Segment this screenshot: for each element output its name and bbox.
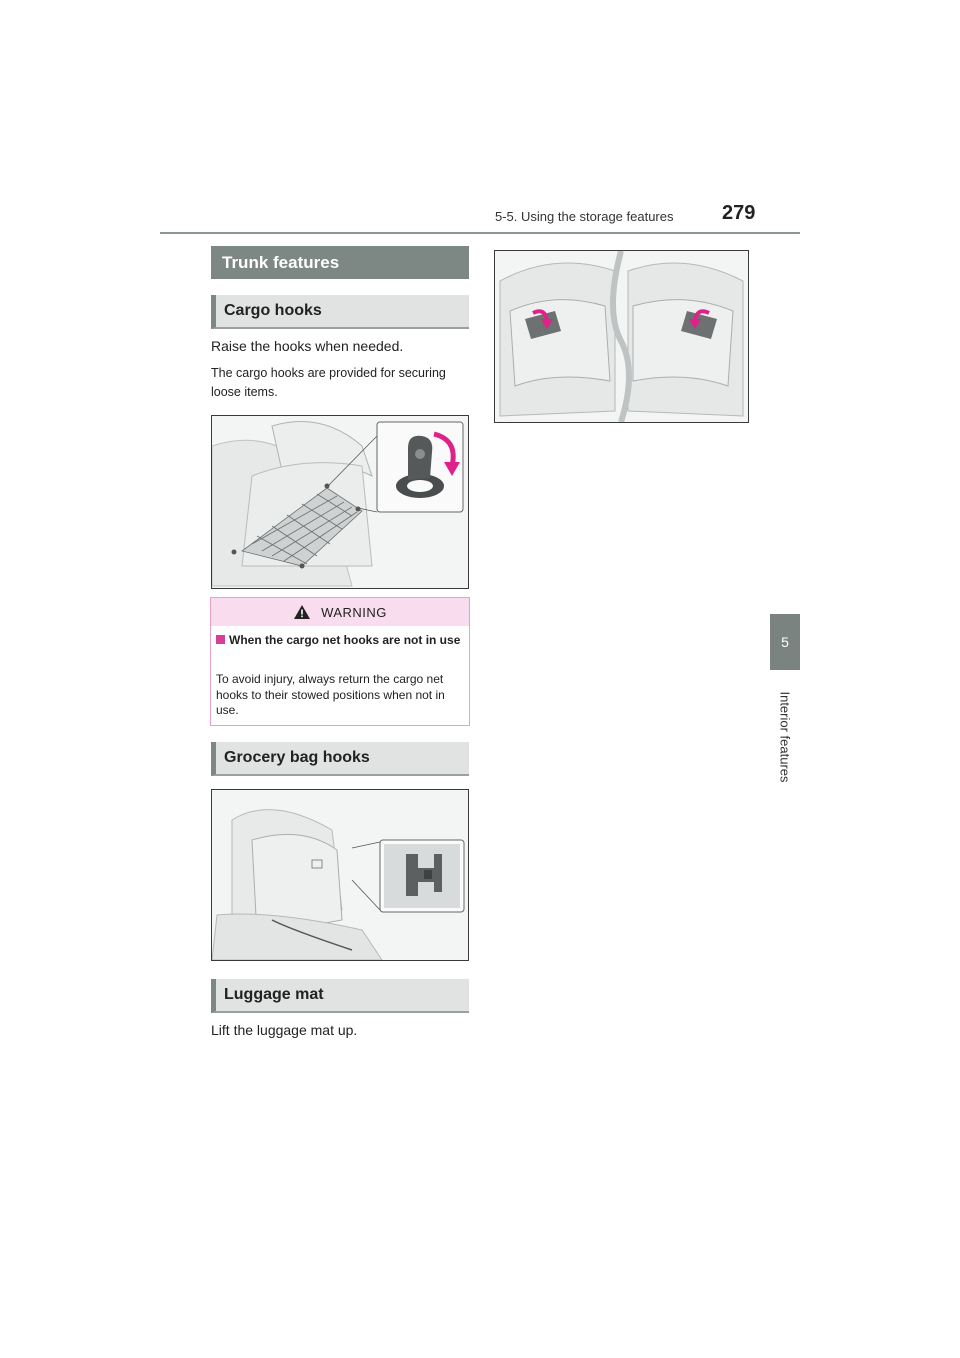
header-divider <box>160 232 800 234</box>
chapter-title-text: Interior features <box>777 691 793 783</box>
header-section-title: 5-5. Using the storage features <box>495 209 674 224</box>
cargo-hooks-note: The cargo hooks are provided for securing loose items. <box>211 366 446 399</box>
cargo-hooks-instruction: Raise the hooks when needed. <box>211 338 404 354</box>
chapter-title-vertical <box>770 682 800 792</box>
square-bullet-icon <box>216 635 225 644</box>
luggage-mat-heading: Luggage mat <box>211 979 469 1013</box>
warning-triangle-icon <box>293 604 311 620</box>
warning-box <box>210 597 470 726</box>
luggage-mat-illustration <box>494 250 749 423</box>
luggage-mat-instruction: Lift the luggage mat up. <box>211 1022 358 1038</box>
page-number: 279 <box>722 202 756 224</box>
grocery-bag-hooks-illustration <box>211 789 469 961</box>
warning-subheading <box>216 633 474 648</box>
chapter-tab <box>770 614 800 670</box>
warning-label: WARNING <box>321 604 387 620</box>
grocery-bag-hooks-heading: Grocery bag hooks <box>211 742 469 776</box>
warning-header <box>211 598 469 626</box>
warning-subheading-text: When the cargo net hooks are not in use <box>229 633 461 647</box>
cargo-hooks-heading: Cargo hooks <box>211 295 469 329</box>
chapter-number: 5 <box>781 634 789 650</box>
section-title: Trunk features <box>211 246 469 279</box>
warning-text: To avoid injury, always return the cargo net hooks to their stowed positions when not in use. <box>216 672 445 717</box>
cargo-hooks-illustration <box>211 415 469 589</box>
